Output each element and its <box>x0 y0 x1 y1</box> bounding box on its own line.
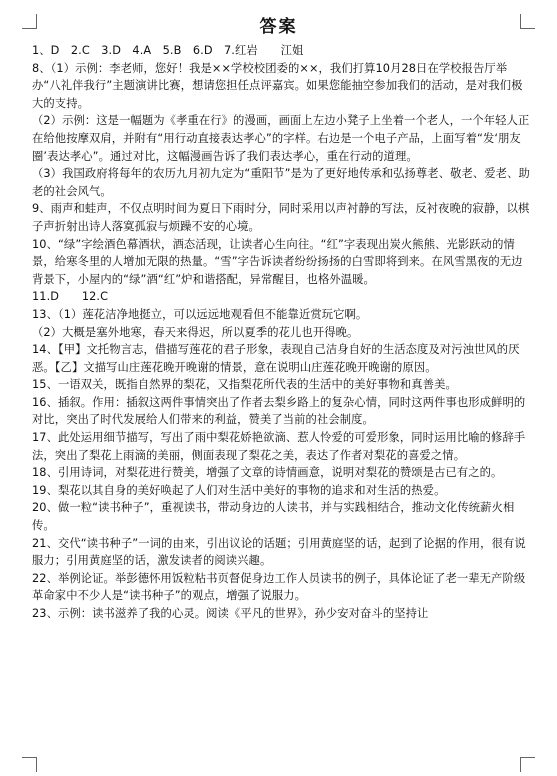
answer-line: （2）大概是塞外地寒，春天来得迟，所以夏季的花儿也开得晚。 <box>32 325 359 339</box>
answer-line: 19、梨花以其自身的美好唤起了人们对生活中美好的事物的追求和对生活的热爱。 <box>32 483 446 497</box>
answer-line: 9、雨声和蛙声，不仅点明时间为夏日下雨时分，同时采用以声衬静的写法，反衬夜晚的寂静，以棋子声折射出诗人落寞孤寂与烦躁不安的心境。 <box>32 202 530 233</box>
crop-mark-bottom-left <box>22 757 37 772</box>
answer-line: 1、D 2.C 3.D 4.A 5.B 6.D 7.红岩 江姐 <box>32 44 304 57</box>
answer-list <box>32 42 532 623</box>
answer-line: （3）我国政府将每年的农历九月初九定为“重阳节”是为了更好地传承和弘扬尊老、敬老、爱老、助老的社会风气。 <box>32 167 530 198</box>
answer-line: 17、此处运用细节描写，写出了雨中梨花娇艳欲滴、惹人怜爱的可爱形象，同时运用比喻的修辞手法，突出了梨花上雨滴的美丽，侧面表现了梨花之美，表达了作者对梨花的喜爱之情。 <box>32 431 526 462</box>
answer-line: 8、（1）示例：李老师，您好！我是××学校校团委的××，我们打算10月28日在学校报告厅举办“八礼伴我行”主题演讲比赛，想请您担任点评嘉宾。如果您能抽空参加我们的活动，是对我们极大的支持。 <box>32 61 523 110</box>
answer-line: 23、示例：读书滋养了我的心灵。阅读《平凡的世界》，孙少安对奋斗的坚持让 <box>32 607 429 620</box>
answer-line: 16、插叙。作用：插叙这两件事情突出了作者去梨乡路上的复杂心情，同时这两件事也形成鲜明的对比，突出了时代发展给人们带来的利益，赞美了当前的社会制度。 <box>32 395 526 427</box>
answer-line: 13、（1）莲花洁净地挺立，可以远远地观看但不能靠近赏玩它啊。 <box>32 307 368 321</box>
answer-line: （2）示例：这是一幅题为《孝重在行》的漫画，画面上左边小凳子上坐着一个老人，一个年轻人正在给他按摩双肩，并附有“用行动直接表达孝心”的字样。右边是一个电子产品，上面写着“发‘朋友圈’表达孝心”。通过对比，这幅漫画告诉了我们表达孝心，重在行动的道理。 <box>32 114 530 163</box>
page-title: 答案 <box>259 17 298 37</box>
answer-line: 10、“绿”字绘酒色幕酒状，酒态活现，让读者心生向往。“红”字表现出炭火熊熊、光影跃动的情景，给寒冬里的人增加无限的热量。“雪”字告诉读者纷纷扬扬的白雪即将到来。在风雪黑夜的无边背景下，小屋内的“绿”酒“红”炉和谐搭配，异常醒目，也格外温暖。 <box>32 237 523 286</box>
crop-mark-bottom-right <box>520 757 535 772</box>
answer-line: 18、引用诗词，对梨花进行赞美，增强了文章的诗情画意，说明对梨花的赞颂是古已有之的。 <box>32 466 503 480</box>
answer-line: 14、【甲】文托物言志，借描写莲花的君子形象，表现自己洁身自好的生活态度及对污浊世风的厌恶。【乙】文描写山庄莲花晚开晚谢的情景，意在说明山庄莲花晚开晚谢的原因。 <box>32 343 520 374</box>
answer-line: 21、交代“读书种子”一词的由来，引出议论的话题；引用黄庭坚的话，起到了论据的作用，很有说服力；引用黄庭坚的话，激发读者的阅读兴趣。 <box>32 536 526 568</box>
answer-line: 22、举例论证。举彭德怀用饭粒粘书页督促身边工作人员读书的例子，具体论证了老一辈无产阶级革命家中不少人是“读书种子”的观点，增强了说服力。 <box>32 571 526 603</box>
answer-line: 11.D 12.C <box>32 290 109 304</box>
answer-line: 20、做一粒“读书种子”，重视读书，带动身边的人读书，并与实践相结合，推动文化传统薪火相传。 <box>32 501 515 533</box>
answer-line: 15、一语双关，既指自然界的梨花，又指梨花所代表的生活中的美好事物和真善美。 <box>32 378 457 392</box>
